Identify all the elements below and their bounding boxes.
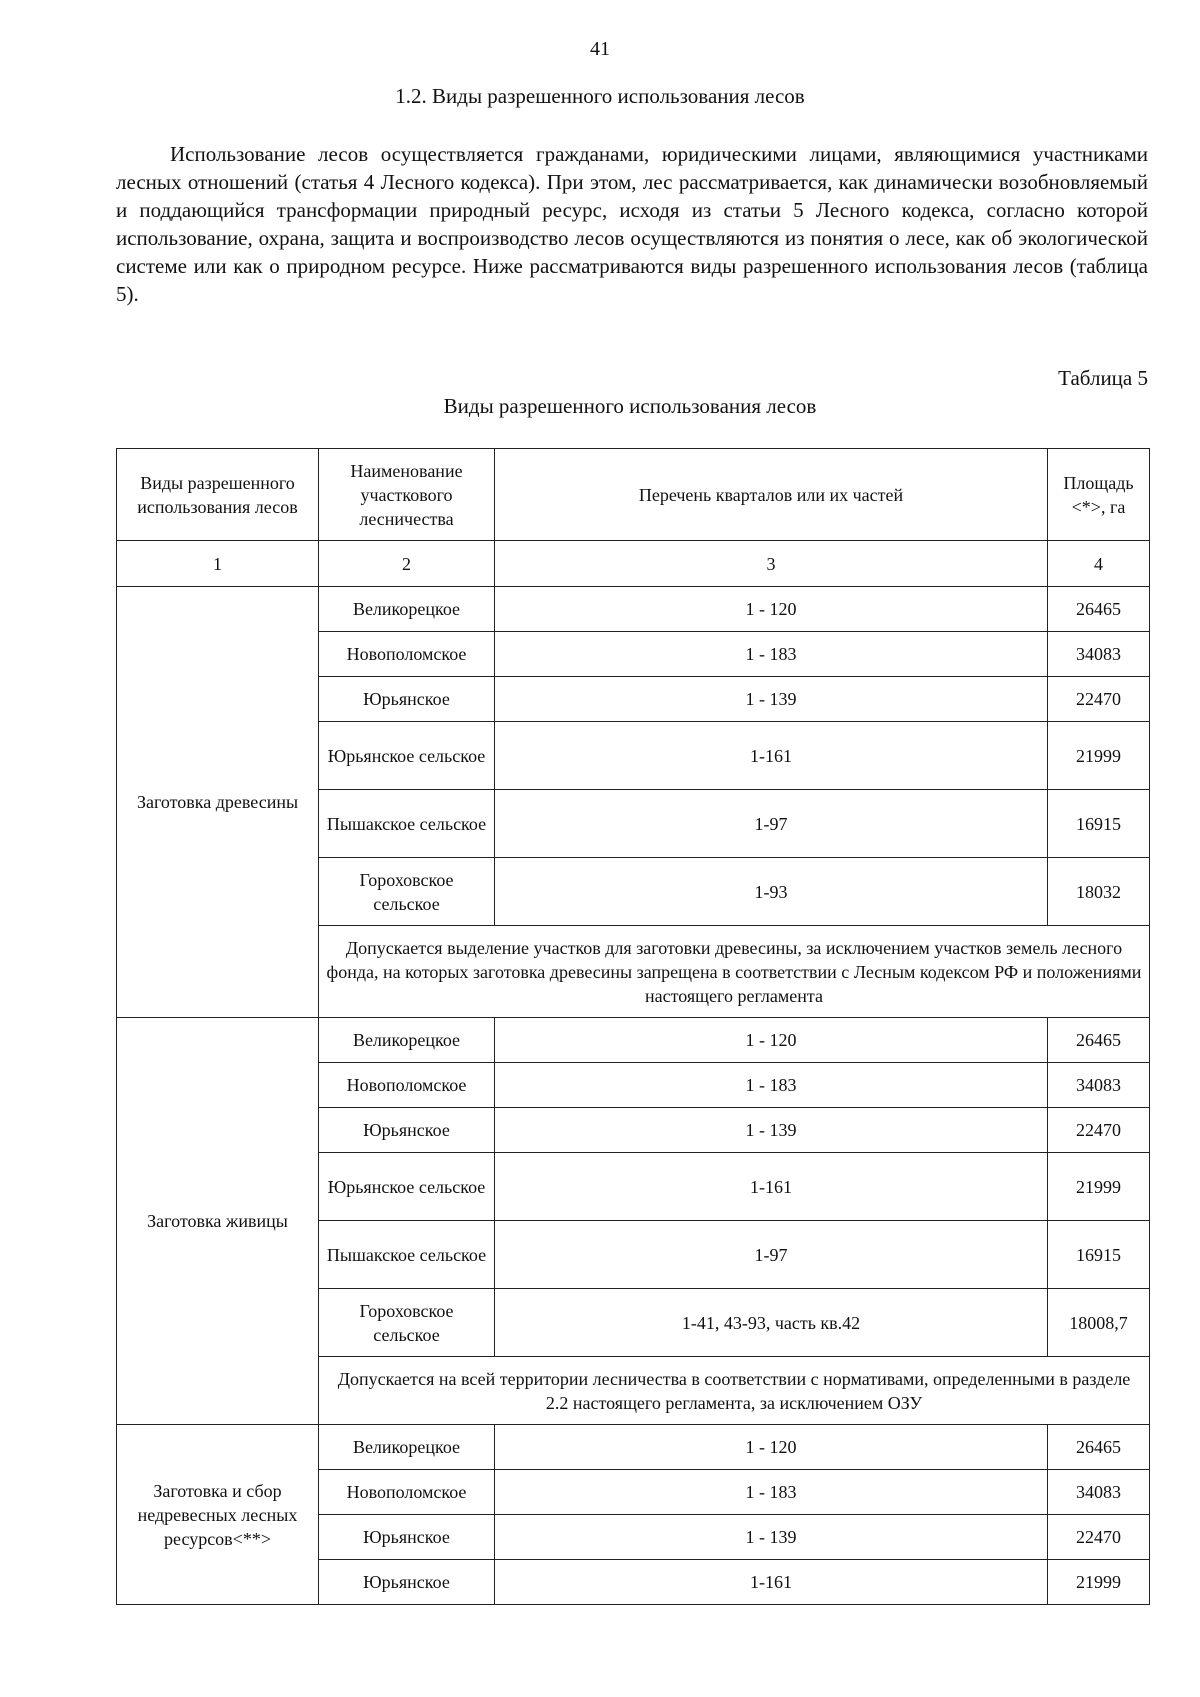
- header-quarters: Перечень кварталов или их частей: [495, 449, 1048, 541]
- forestry-cell: Пышакское сельское: [319, 790, 495, 858]
- intro-paragraph: Использование лесов осуществляется гражданами, юридическими лицами, являющимися участниками лесных отношений (статья 4 Лесного кодекса). При этом, лес рассматривается, как динамически возобновляемый и поддающийся трансформации природный ресурс, исходя из статьи 5 Лесного кодекса, согласно которой использование, охрана, защита и воспроизводство лесов осуществляются из понятия о лесе, как об экологической системе или как о природном ресурсе. Ниже рассматриваются виды разрешенного использования лесов (таблица 5).: [116, 142, 1148, 306]
- forestry-cell: Новополомское: [319, 1470, 495, 1515]
- area-cell: 22470: [1048, 1108, 1150, 1153]
- forestry-cell: Юрьянское: [319, 1560, 495, 1605]
- forestry-cell: Гороховское сельское: [319, 858, 495, 926]
- header-area: Площадь <*>, га: [1048, 449, 1150, 541]
- quarters-cell: 1 - 120: [495, 1018, 1048, 1063]
- forestry-cell: Пышакское сельское: [319, 1221, 495, 1289]
- table-row: [117, 587, 1150, 632]
- use-type-cell: Заготовка живицы: [117, 1018, 319, 1425]
- area-cell: 34083: [1048, 1063, 1150, 1108]
- forestry-cell: Юрьянское сельское: [319, 1153, 495, 1221]
- quarters-cell: 1-97: [495, 790, 1048, 858]
- forestry-cell: Юрьянское: [319, 1108, 495, 1153]
- use-type-cell: Заготовка древесины: [117, 587, 319, 1018]
- use-type-cell: Заготовка и сбор недревесных лесных ресурсов<**>: [117, 1425, 319, 1605]
- page-number: 41: [590, 38, 610, 60]
- forestry-cell: Юрьянское: [319, 1515, 495, 1560]
- area-cell: 18032: [1048, 858, 1150, 926]
- quarters-cell: 1-97: [495, 1221, 1048, 1289]
- group-note: Допускается на всей территории лесничества в соответствии с нормативами, определенными в разделе 2.2 настоящего регламента, за исключением ОЗУ: [319, 1357, 1150, 1425]
- area-cell: 22470: [1048, 677, 1150, 722]
- quarters-cell: 1 - 120: [495, 587, 1048, 632]
- forestry-cell: Юрьянское: [319, 677, 495, 722]
- area-cell: 21999: [1048, 1153, 1150, 1221]
- area-cell: 34083: [1048, 1470, 1150, 1515]
- forestry-cell: Юрьянское сельское: [319, 722, 495, 790]
- col-number: 2: [319, 541, 495, 587]
- area-cell: 16915: [1048, 1221, 1150, 1289]
- forestry-cell: Великорецкое: [319, 1018, 495, 1063]
- forestry-cell: Великорецкое: [319, 1425, 495, 1470]
- quarters-cell: 1-93: [495, 858, 1048, 926]
- forest-use-table: [116, 448, 1150, 1605]
- quarters-cell: 1 - 183: [495, 632, 1048, 677]
- area-cell: 34083: [1048, 632, 1150, 677]
- col-number: 4: [1048, 541, 1150, 587]
- forestry-cell: Новополомское: [319, 632, 495, 677]
- table-row: [117, 1018, 1150, 1063]
- quarters-cell: 1 - 120: [495, 1425, 1048, 1470]
- table-label: Таблица 5: [1058, 366, 1148, 390]
- quarters-cell: 1 - 139: [495, 1515, 1048, 1560]
- col-number: 3: [495, 541, 1048, 587]
- table-header-row: [117, 449, 1150, 541]
- group-note: Допускается выделение участков для заготовки древесины, за исключением участков земель лесного фонда, на которых заготовка древесины запрещена в соответствии с Лесным кодексом РФ и положениями настоящего регламента: [319, 926, 1150, 1018]
- forestry-cell: Великорецкое: [319, 587, 495, 632]
- area-cell: 21999: [1048, 722, 1150, 790]
- area-cell: 26465: [1048, 1018, 1150, 1063]
- table-caption: Виды разрешенного использования лесов: [443, 394, 817, 418]
- forestry-cell: Гороховское сельское: [319, 1289, 495, 1357]
- forestry-cell: Новополомское: [319, 1063, 495, 1108]
- quarters-cell: 1 - 139: [495, 677, 1048, 722]
- quarters-cell: 1-161: [495, 1153, 1048, 1221]
- column-number-row: [117, 541, 1150, 587]
- quarters-cell: 1-161: [495, 1560, 1048, 1605]
- quarters-cell: 1 - 183: [495, 1470, 1048, 1515]
- area-cell: 22470: [1048, 1515, 1150, 1560]
- area-cell: 16915: [1048, 790, 1150, 858]
- quarters-cell: 1 - 183: [495, 1063, 1048, 1108]
- col-number: 1: [117, 541, 319, 587]
- section-title: 1.2. Виды разрешенного использования лесов: [395, 84, 805, 108]
- table-row: [117, 1425, 1150, 1470]
- quarters-cell: 1-161: [495, 722, 1048, 790]
- area-cell: 21999: [1048, 1560, 1150, 1605]
- quarters-cell: 1 - 139: [495, 1108, 1048, 1153]
- area-cell: 26465: [1048, 587, 1150, 632]
- area-cell: 26465: [1048, 1425, 1150, 1470]
- header-use: Виды разрешенного использования лесов: [117, 449, 319, 541]
- header-forestry: Наименование участкового лесничества: [319, 449, 495, 541]
- area-cell: 18008,7: [1048, 1289, 1150, 1357]
- quarters-cell: 1-41, 43-93, часть кв.42: [495, 1289, 1048, 1357]
